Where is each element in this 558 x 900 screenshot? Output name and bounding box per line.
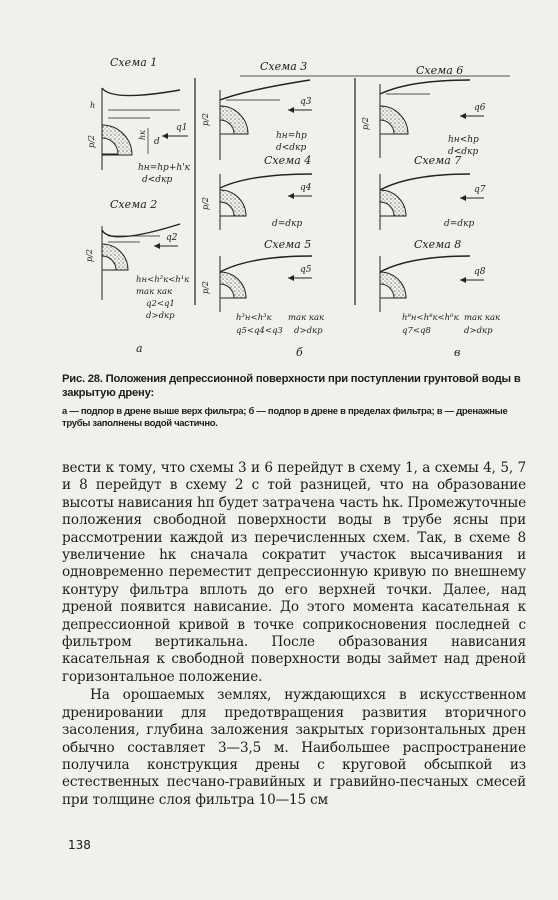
paragraph: вести к тому, что схемы 3 и 6 перейдут в схему 1, а схемы 4, 5, 7 и 8 перейдут в схему 2 с той разницей, что на образование высоты нависания hп будет затрачена часть hк. Промежуточные положения свободной поверхности воды в трубе ясны при рассмотрении каждой из перечисленных схем. Так, в схеме 8 увеличение hк сначала сократит участок высачивания и одновременно переместит депрессионную кривую по внешнему контуру фильтра вплоть до его верхней точки. Далее, над дреной появится нависание. До этого момента касательная к депрессионной кривой в точке соприкосновения последней с фильтром вертикальна. После образования нависания касательная к свободной поверхности воды займет над дреной горизонтальное положение. [62,460,526,685]
scheme-5-relation: q5<q4<q3 [236,326,283,336]
scheme-3-flow: q3 [300,97,312,107]
scheme-4-relation: d=dкр [272,219,303,229]
column-letter-a: а [136,342,143,355]
column-letter-c: в [454,346,461,359]
scheme-3-relation: d<dкр [276,143,307,153]
svg-text:р/2: р/2 [201,113,210,126]
scheme-5-relation: h³н<h³к [236,313,272,323]
scheme-8-relation: так как [464,313,501,323]
scheme-4 [201,154,312,230]
scheme-6 [361,64,486,158]
caption-legend: а — подпор в дрене выше верх фильтра; б — подпор в дрене в пределах фильтра; в — дренажные трубы заполнены водой частично. [62,406,508,429]
scheme-6-flow: q6 [474,103,486,113]
scheme-7-flow: q7 [474,185,486,195]
scheme-7 [380,154,486,230]
drain-schemes-diagram [50,50,530,370]
svg-text:р/2: р/2 [361,117,370,130]
svg-text:р/2: р/2 [85,249,94,262]
scheme-2-relation: hн<h²к<h¹к [136,275,190,285]
scheme-8-flow: q8 [474,267,486,277]
scheme-2-relation: так как [136,287,173,297]
scheme-6-relation: hн<hр [448,135,479,145]
scheme-2-relation: d>dкр [146,311,175,321]
scheme-7-title: Схема 7 [414,154,462,167]
scheme-5 [201,238,325,336]
scheme-2-relation: q2<q1 [146,299,175,309]
page-number: 138 [68,838,91,852]
scheme-8-relation: h⁸н<h⁸к<h⁶к [402,313,459,323]
scheme-1-relation: d<dкр [142,175,173,185]
scheme-4-flow: q4 [300,183,312,193]
scheme-3 [201,60,312,160]
scheme-7-relation: d=dкр [444,219,475,229]
svg-text:р/2: р/2 [201,197,210,210]
scheme-5-relation: так как [288,313,325,323]
svg-text:р/2: р/2 [87,135,96,148]
scheme-2 [85,198,190,321]
scheme-5-flow: q5 [300,265,312,275]
scheme-8-title: Схема 8 [414,238,462,251]
scheme-8 [380,238,501,336]
scheme-2-flow: q2 [166,233,178,243]
column-letter-b: б [296,346,303,359]
scheme-5-title: Схема 5 [264,238,312,251]
scheme-5-relation: d>dкр [294,326,323,336]
svg-text:h: h [90,101,96,110]
body-text [62,460,526,809]
figure-caption [62,372,522,430]
scheme-8-relation: d>dкр [464,326,493,336]
figure-28 [50,50,530,370]
scheme-1-flow: q1 [176,123,188,133]
scheme-1 [87,56,191,185]
scheme-3-title: Схема 3 [260,60,308,73]
scheme-3-relation: hн=hр [276,131,307,141]
svg-text:d: d [154,137,160,147]
scheme-6-relation: d<dкр [448,147,479,157]
scheme-6-title: Схема 6 [416,64,464,77]
scheme-1-relation: hн=hр+h'к [138,163,191,173]
scheme-4-title: Схема 4 [264,154,312,167]
scheme-8-relation: q7<q8 [402,326,431,336]
paragraph: На орошаемых землях, нуждающихся в искусственном дренировании для предотвращения развития вторичного засоления, глубина заложения закрытых горизонтальных дрен обычно составляет 3—3,5 м. Наибольшее распространение получила конструкция дрены с круговой обсыпкой из естественных песчано-гравийных и гравийно-песчаных смесей при толщине слоя фильтра 10—15 см [62,687,526,808]
svg-text:hк: hк [138,130,147,140]
caption-title: Рис. 28. Положения депрессионной поверхности при поступлении грунтовой воды в закрытую дрену: [62,373,521,399]
scheme-2-title: Схема 2 [110,198,158,211]
scheme-1-title: Схема 1 [110,56,158,69]
svg-text:р/2: р/2 [201,281,210,294]
